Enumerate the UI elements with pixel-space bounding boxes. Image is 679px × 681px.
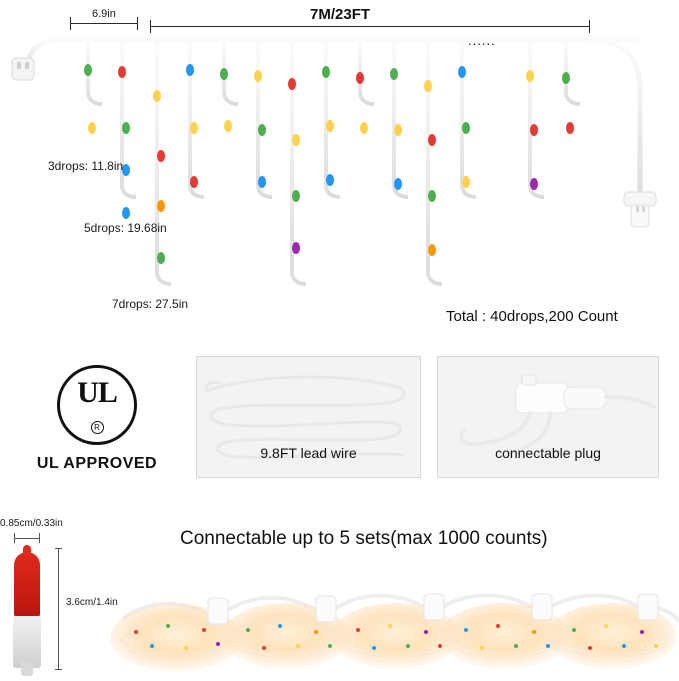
bulb-height-tick-bottom (55, 669, 62, 670)
total-count-label: Total : 40drops,200 Count (446, 308, 618, 325)
svg-text:......: ...... (468, 33, 496, 48)
bulb-width-label: 0.85cm/0.33in (0, 518, 63, 529)
ul-approval-block (22, 365, 172, 475)
photo-caption-connectable-plug: connectable plug (495, 445, 601, 461)
drop-label-5: 5drops: 19.68in (84, 221, 167, 235)
bulb-width-tick-right (39, 533, 40, 543)
photo-caption-lead-wire: 9.8FT lead wire (260, 445, 357, 461)
right-plug (624, 192, 656, 227)
connectable-sets-title: Connectable up to 5 sets(max 1000 counts) (180, 528, 548, 549)
bulb-height-dimline (58, 548, 59, 670)
photo-card-connectable-plug (437, 356, 659, 478)
bulb-height-tick-top (55, 548, 62, 549)
bulb-width-tick-left (14, 533, 15, 543)
drop-label-7: 7drops: 27.5in (112, 297, 189, 311)
photo-card-lead-wire (196, 356, 421, 478)
bulb-dimension-block (0, 512, 118, 681)
connectable-sets-illustration (108, 560, 679, 681)
ul-mark-letters: UL (77, 376, 117, 409)
ul-registered-mark: R (60, 421, 134, 434)
bulb-width-dimline (14, 538, 40, 539)
left-plug (12, 58, 34, 80)
ul-approved-caption: UL APPROVED (36, 455, 158, 472)
dimension-6-9in-label: 6.9in (92, 8, 116, 20)
ul-mark-icon (57, 365, 137, 445)
bulb-height-label: 3.6cm/1.4in (66, 597, 118, 608)
drop-label-3: 3drops: 11.8in (48, 159, 124, 173)
dimension-total-length-label: 7M/23FT (310, 6, 371, 23)
icicle-light-diagram (0, 0, 679, 340)
